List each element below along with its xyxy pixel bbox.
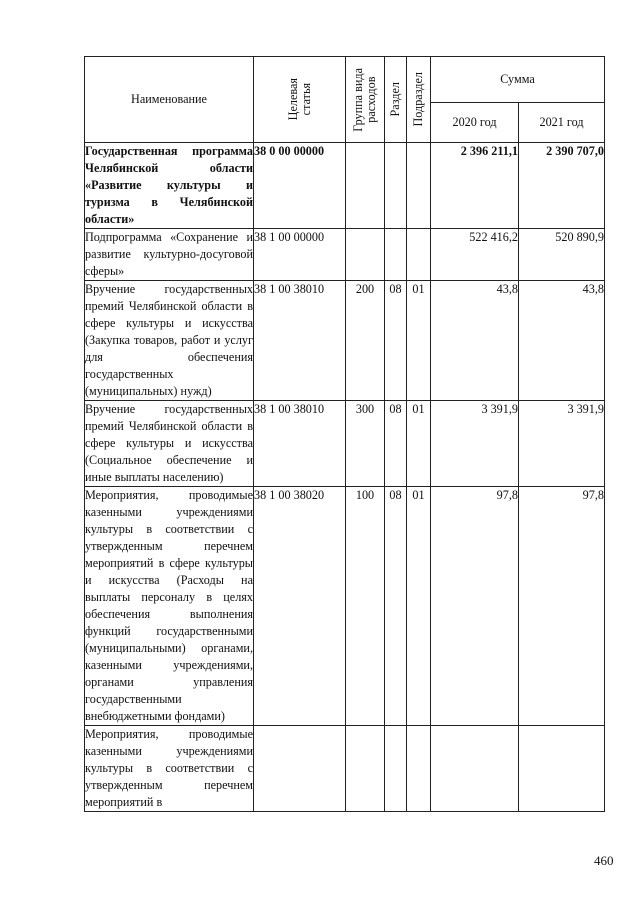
row-target-article	[254, 726, 346, 812]
row-name: Подпрограмма «Сохранение и развитие культурно-досуговой сферы»	[85, 229, 254, 281]
row-name: Мероприятия, проводимые казенными учреждениями культуры в соответствии с утвержденным перечнем мероприятий в	[85, 726, 254, 812]
row-sum-2021	[519, 726, 605, 812]
table-header	[85, 57, 605, 143]
row-sum-2020: 2 396 211,1	[431, 143, 519, 229]
row-section	[385, 143, 407, 229]
row-sum-2020: 3 391,9	[431, 401, 519, 487]
table-row	[85, 281, 605, 401]
table-row	[85, 487, 605, 726]
row-expense-group: 100	[346, 487, 385, 726]
header-section: Раздел	[385, 57, 407, 143]
row-sum-2020: 43,8	[431, 281, 519, 401]
row-sum-2020: 97,8	[431, 487, 519, 726]
row-subsection	[407, 229, 431, 281]
row-section: 08	[385, 281, 407, 401]
row-sum-2021: 520 890,9	[519, 229, 605, 281]
row-target-article: 38 1 00 00000	[254, 229, 346, 281]
table-row	[85, 726, 605, 812]
row-sum-2021: 3 391,9	[519, 401, 605, 487]
row-target-article: 38 1 00 38010	[254, 401, 346, 487]
page-number: 460	[594, 853, 614, 868]
row-sum-2020	[431, 726, 519, 812]
row-expense-group: 200	[346, 281, 385, 401]
row-expense-group: 300	[346, 401, 385, 487]
row-name: Вручение государственных премий Челябинской области в сфере культуры и искусства (Закупка товаров, работ и услуг для обеспечения государственных (муниципальных) нужд)	[85, 281, 254, 401]
row-target-article: 38 1 00 38010	[254, 281, 346, 401]
row-subsection: 01	[407, 487, 431, 726]
row-subsection	[407, 143, 431, 229]
header-expense-group: Группа вида расходов	[346, 57, 385, 143]
row-section	[385, 229, 407, 281]
row-expense-group	[346, 229, 385, 281]
row-section	[385, 726, 407, 812]
row-expense-group	[346, 726, 385, 812]
row-target-article: 38 0 00 00000	[254, 143, 346, 229]
header-year-2021: 2021 год	[519, 103, 605, 143]
row-sum-2020: 522 416,2	[431, 229, 519, 281]
row-subsection	[407, 726, 431, 812]
row-name: Мероприятия, проводимые казенными учреждениями культуры в соответствии с утвержденным перечнем мероприятий в сфере культуры и искусства (Расходы на выплаты персоналу в целях обеспечения выполнения функций государственными (муниципальными) органами, казенными учреждениями, органами управления государственными внебюджетными фондами)	[85, 487, 254, 726]
header-name: Наименование	[85, 57, 254, 143]
row-sum-2021: 97,8	[519, 487, 605, 726]
row-subsection: 01	[407, 401, 431, 487]
header-target-article: Целевая статья	[254, 57, 346, 143]
row-expense-group	[346, 143, 385, 229]
row-subsection: 01	[407, 281, 431, 401]
header-sum: Сумма	[431, 57, 605, 103]
header-year-2020: 2020 год	[431, 103, 519, 143]
row-name: Государственная программа Челябинской области «Развитие культуры и туризма в Челябинской области»	[85, 143, 254, 229]
table-row	[85, 401, 605, 487]
row-section: 08	[385, 487, 407, 726]
header-subsection: Подраздел	[407, 57, 431, 143]
budget-table	[84, 56, 605, 812]
row-section: 08	[385, 401, 407, 487]
row-sum-2021: 43,8	[519, 281, 605, 401]
row-name: Вручение государственных премий Челябинской области в сфере культуры и искусства (Социальное обеспечение и иные выплаты населению)	[85, 401, 254, 487]
table-row	[85, 143, 605, 229]
table-body	[85, 143, 605, 812]
table-row	[85, 229, 605, 281]
row-target-article: 38 1 00 38020	[254, 487, 346, 726]
row-sum-2021: 2 390 707,0	[519, 143, 605, 229]
